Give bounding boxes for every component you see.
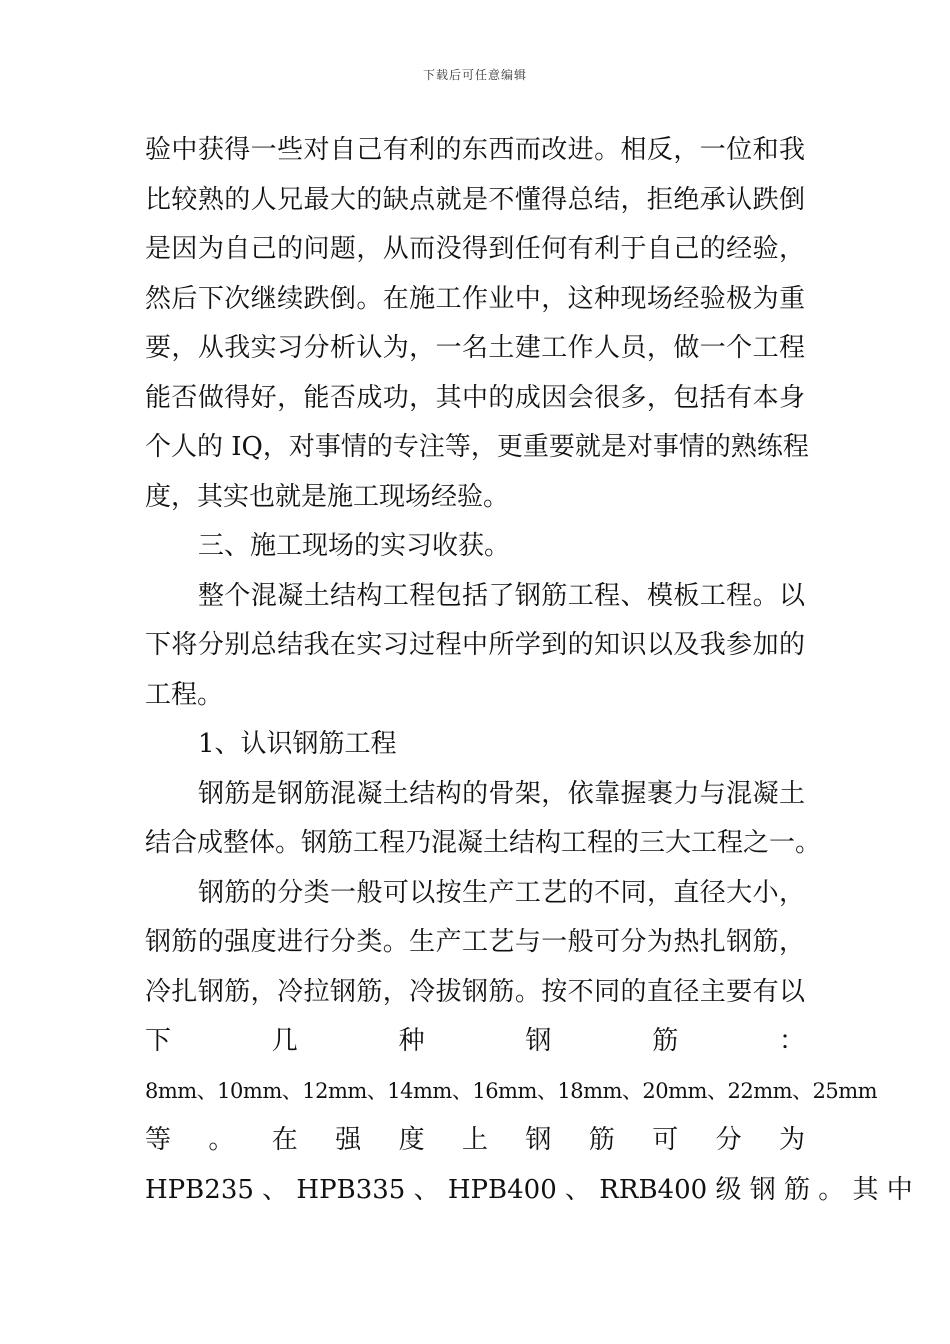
page-header: 下载后可任意编辑 [422,68,527,82]
paragraph-line: 验中获得一些对自己有利的东西而改进。相反，一位和我 [145,135,805,165]
paragraph-line: 度，其实也就是施工现场经验。 [145,481,510,512]
paragraph-line: 要，从我实习分析认为，一名土建工作人员，做一个工程 [145,333,805,363]
paragraph-line: 钢筋的分类一般可以按生产工艺的不同，直径大小， [198,877,805,908]
paragraph-line: 工程。 [145,679,224,710]
paragraph-line: 比较熟的人兄最大的缺点就是不懂得总结，拒绝承认跌倒 [145,184,805,215]
paragraph-line: 结合成整体。钢筋工程乃混凝土结构工程的三大工程之一。 [145,828,822,858]
paragraph-line: 下 几 种 钢 筋 ： [145,1026,805,1056]
paragraph-line: 能否做得好，能否成功，其中的成因会很多，包括有本身 [145,382,805,413]
subsection-heading: 1、认识钢筋工程 [198,729,397,759]
paragraph-line: 8mm、10mm、12mm、14mm、16mm、18mm、20mm、22mm、25mm [145,1078,878,1103]
paragraph-line: 等 。 在 强 度 上 钢 筋 可 分 为 [145,1125,805,1155]
paragraph-line: 钢筋的强度进行分类。生产工艺与一般可分为热扎钢筋， [145,927,805,957]
paragraph-line: 冷扎钢筋，冷拉钢筋，冷拔钢筋。按不同的直径主要有以 [145,976,805,1007]
paragraph-line: 下将分别总结我在实习过程中所学到的知识以及我参加的 [145,630,805,660]
document-body [145,126,913,1215]
paragraph-line: 然后下次继续跌倒。在施工作业中，这种现场经验极为重 [145,283,805,314]
paragraph-line: 个人的 IQ，对事情的专注等，更重要就是对事情的熟练程 [145,432,809,462]
paragraph-line: 钢筋是钢筋混凝土结构的骨架，依靠握裹力与混凝土 [198,778,805,809]
paragraph-line: HPB235 、 HPB335 、 HPB400 、 RRB400 级 钢 筋 。 其 中 [145,1174,913,1205]
paragraph-line: 整个混凝土结构工程包括了钢筋工程、模板工程。以 [198,580,805,611]
section-heading: 三、施工现场的实习收获。 [198,531,511,561]
paragraph-line: 是因为自己的问题，从而没得到任何有利于自己的经验， [145,234,805,264]
